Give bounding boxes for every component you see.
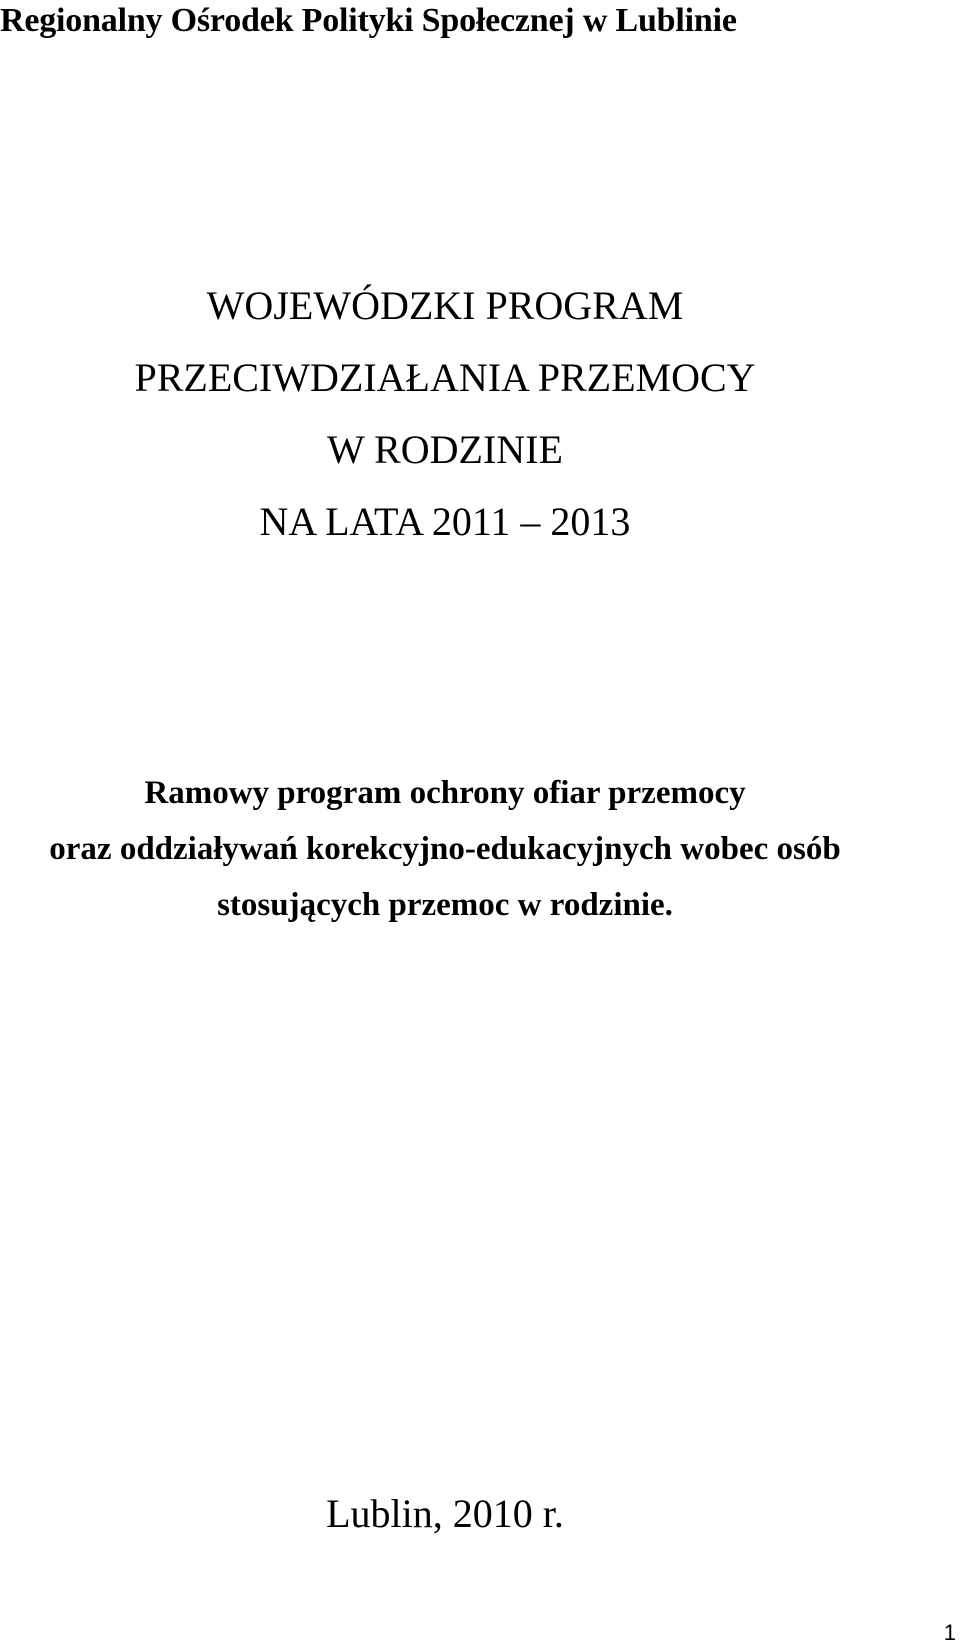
title-line-3: W RODZINIE: [327, 427, 563, 472]
subtitle-line-3: stosujących przemoc w rodzinie.: [217, 887, 673, 923]
page-number: 1: [943, 1620, 956, 1645]
title-line-1: WOJEWÓDZKI PROGRAM: [206, 283, 684, 328]
institution-header: Regionalny Ośrodek Polityki Społecznej w Lublinie: [0, 2, 737, 39]
program-subtitle: [0, 765, 890, 933]
place-and-date: Lublin, 2010 r.: [326, 1491, 564, 1536]
subtitle-line-2: oraz oddziaływań korekcyjno-edukacyjnych wobec osób: [49, 831, 841, 867]
title-line-4: NA LATA 2011 – 2013: [259, 499, 631, 544]
program-title: [0, 270, 890, 558]
title-line-2: PRZECIWDZIAŁANIA PRZEMOCY: [134, 355, 756, 400]
subtitle-line-1: Ramowy program ochrony ofiar przemocy: [144, 775, 746, 811]
